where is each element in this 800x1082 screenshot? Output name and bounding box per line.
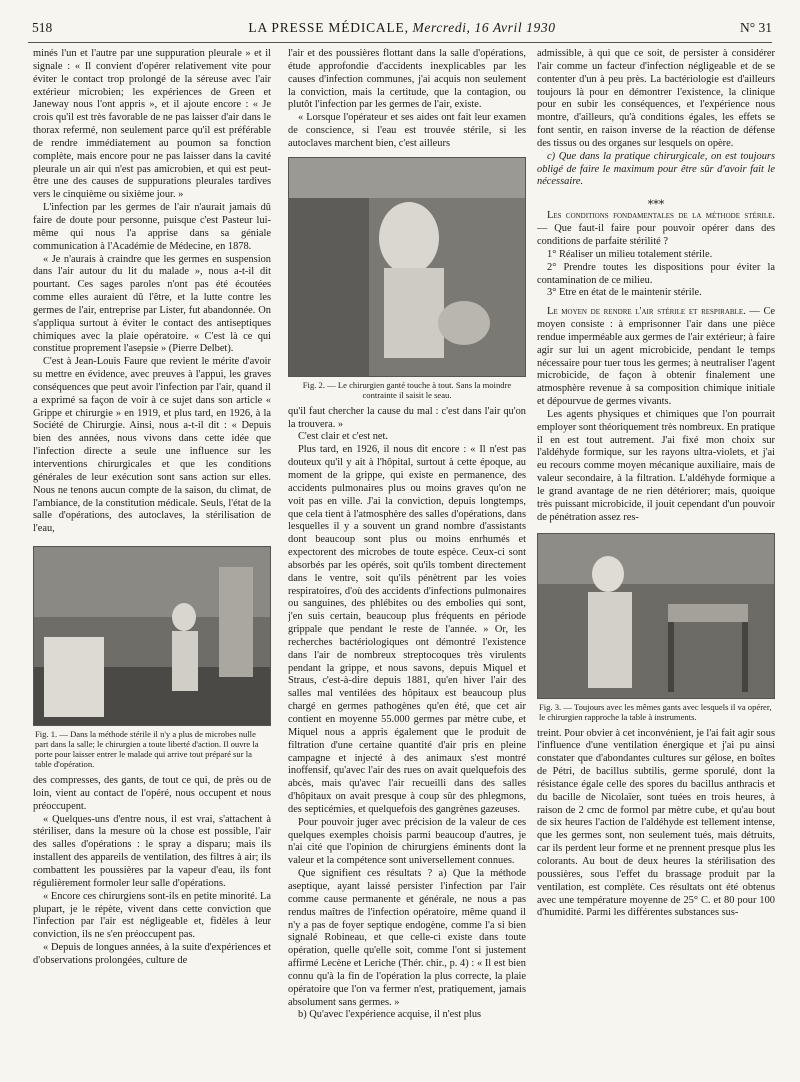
- section-heading: Les conditions fondamentales de la méthode stérile.: [547, 210, 775, 222]
- figure-1-caption: Fig. 1. — Dans la méthode stérile il n'y a plus de microbes nulle part dans la salle; le chirurgien a toute liberté d'action. Il ouvre la porte pour laisser entrer le malade qui arrive tout préparé sur la table d'opération.: [35, 729, 259, 770]
- paragraph: C'est à Jean-Louis Faure que revient le mérite d'avoir su mettre en évidence, avec preuves à l'appui, les graves conséquences que peut avoir l'infection par l'air, quand il a exprimé sa façon de voir à ce sujet dans son article « Grippe et chirurgie » en 1919, et plus tard, en 1926, à la Société de Chirurgie. Ainsi, nous a-t-il dit : « Depuis bien des années, nous vivons dans cette idée que l'infection directe a seule une influence sur les interventions chirurgicales et que les conditions générales de leur exécution sont sans action sur elles. Nous ne tenons aucun compte de la saison, du climat, de l'ambiance, de la constitution médicale. Seuls, l'état de la salle d'opérations, des autoclaves, la stérilisation de l'eau,: [33, 356, 271, 535]
- paragraph: C'est clair et c'est net.: [298, 431, 389, 443]
- figure-2-photo: [288, 157, 526, 377]
- section-divider-stars: ⁎⁎⁎: [647, 195, 665, 208]
- section-heading-paragraph: [537, 210, 775, 249]
- figure-3-photo: [537, 533, 775, 699]
- emphasis: c) Que dans la pratique chirurgicale, on est toujours obligé de faire le maximum pour être sûr d'avoir fait le nécessaire.: [537, 150, 775, 188]
- journal-name: LA PRESSE MÉDICALE: [248, 20, 405, 35]
- paragraph: Pour pouvoir juger avec précision de la valeur de ces quelques exemples choisis parmi beaucoup d'autres, je n'ai cité que l'opinion de chirurgiens éminents dont la valeur et la compétence sont universellement connues.: [288, 816, 526, 867]
- issue-date: Mercredi, 16 Avril 1930: [412, 20, 556, 35]
- column-1: [33, 48, 271, 1068]
- paragraph: « Encore ces chirurgiens sont-ils en petite minorité. La plupart, je le répète, vivent dans cette conviction que l'infection par l'air est négligeable et, fidèles à leur conviction, ils ne s'en préoccupent pas.: [33, 890, 271, 941]
- list-item: 3° Etre en état de le maintenir stérile.: [547, 287, 702, 299]
- paragraph: « Lorsque l'opérateur et ses aides ont fait leur examen de conscience, si l'eau est trouvée stérile, si les autoclaves marchent bien, c'est ailleurs: [288, 112, 526, 149]
- paragraph: admissible, à qui que ce soit, de persister à considérer l'air comme un facteur d'infection négligeable et de se contenter d'un à peu près. La bactériologie est d'ailleurs toujours là pour en démontrer l'existence, la clinique pour en subir les conséquences, et l'expérience nous montre, d'ailleurs, qu'à conditions égales, les effets se font sentir, en raison inverse de la réaction de défense des tissus ou des organes sur lesquels on opère.: [537, 48, 775, 149]
- paragraph: qu'il faut chercher la cause du mal : c'est dans l'air qu'on la trouvera. »: [288, 405, 526, 430]
- figure-1-photo: [33, 546, 271, 726]
- paragraph: Les agents physiques et chimiques que l'on pourrait employer sont théoriquement très nombreux. En pratique il en est tout autrement. J'ai fixé mon choix sur l'aldéhyde formique, sur les rayons ultra-violets, et j'ai eu recours comme moyen mécanique auxiliaire, mais de valeur secondaire, à la filtration. L'aldéhyde formique a le grand avantage de ne rien détériorer; mais, quoique très puissant microbicide, il jouit cependant d'un pouvoir de pénétration assez res-: [537, 408, 775, 523]
- section-text: — Ce moyen consiste : à emprisonner l'air dans une pièce rendue imperméable aux germes de l'air extérieur; à faire agir sur lui un agent microbicide, pendant le temps nécessaire pour tuer tous les germes; à neutraliser l'agent microbicide, de façon à obtenir finalement une atmosphère revenue à sa composition chimique initiale et dépourvue de germes vivants.: [537, 306, 775, 408]
- paragraph: Plus tard, en 1926, il nous dit encore : « Il n'est pas douteux qu'il y ait à l'hôpital, surtout à cette époque, au moment de la grippe, qui existe en permanence, des accidents pulmonaires plus ou moins graves qu'on ne voit pas en ville. J'ai la conviction, depuis longtemps, que cela tient à l'atmosphère des salles d'opérations, dans lesquelles il y a souvent un grand nombre d'assistants dont beaucoup sont plus ou moins enrhumés et expectorent des microbes de toute espèce. Ceux-ci sont absorbés par les opérés, soit qu'ils tombent directement dans le ventre, soit qu'ils pénètrent par les voies respiratoires, d'où des accidents d'infections pulmonaires ou sanguines, des phlébites ou des embolies qui sont, j'en suis certain, beaucoup plus fréquents en période grippale que pendant le reste de l'année. » Or, les recherches bactériologiques ont démontré l'existence dans l'air de nombreux streptocoques très virulents pendant la grippe, et nous savons, depuis Miquel et Straus, c'est-à-dire depuis 1881, qu'en hiver l'air des salles mal ventilées des hôpitaux est beaucoup plus chargé en germes pathogènes qu'en été, que cet air contient en moyenne 55.000 germes par mètre cube, et Miquel nous a appris également que le produit de filtration d'une certaine quantité d'air pris en pleine campagne et injecté à des animaux s'est montré inoffensif, qu'avec l'air des rues on avait quelquefois des abcès, mais qu'avec l'air recueilli dans des salles d'hôpitaux on avait presque à coup sûr des phlegmons, des septicémies, et quelquefois des gangrènes gazeuses.: [288, 444, 526, 815]
- paragraph: L'infection par les germes de l'air n'aurait jamais dû faire de doute pour personne, puisque c'est Pasteur lui-même qui nous l'a apprise dans sa géniale communication à l'Académie de Médecine, en 1878.: [33, 202, 271, 252]
- figure-2-caption: Fig. 2. — Le chirurgien ganté touche à tout. Sans la moindre contrainte il saisit le seau.: [302, 379, 512, 400]
- journal-title: LA PRESSE MÉDICALE, Mercredi, 16 Avril 1930: [248, 20, 556, 35]
- paragraph: Que signifient ces résultats ? a) Que la méthode aseptique, ayant laissé persister l'infection par l'air comme cause permanente et générale, ne nous a pas rendus maîtres de l'infection opératoire, même quand il n'y a pas de foyer septique endogène, comme l'a si bien signalé Robineau, et que celle-ci existe dans toute opération, quelle qu'elle soit, comme l'ont si justement affirmé Lecène et Leriche (Thér. chir., p. 4) : « Il est bien connu qu'à la fin de l'opération la plus correcte, la plaie opératoire que l'on va fermer n'est, pratiquement, jamais absolument sans germes. »: [288, 868, 526, 1008]
- list-item: 1° Réaliser un milieu totalement stérile.: [547, 248, 713, 260]
- paragraph: « Je n'aurais à craindre que les germes en suspension dans l'air autour du lit du malade », nous a-t-il dit pourtant. Ces sages paroles n'ont pas été écoutées comme elles auraient dû l'être, et la lutte contre les germes de l'air, entreprise par Lister, fut abandonnée. On s'appliqua surtout à éviter le contact des antiseptiques chimiques avec la plaie opératoire. « C'est là ce qui constitue proprement l'asepsie » (Pierre Delbet).: [33, 253, 271, 355]
- section-heading-paragraph: [537, 306, 775, 409]
- paragraph: l'air et des poussières flottant dans la salle d'opérations, étude approfondie d'accidents inexplicables par les causes d'infection communes, j'ai acquis non seulement la conviction, mais la certitude, que la contagion, ou plutôt l'infection par les germes de l'air, existe.: [288, 48, 526, 111]
- paragraph: b) Qu'avec l'expérience acquise, il n'est plus: [298, 1009, 482, 1021]
- column-2: [288, 48, 526, 1068]
- paragraph: « Quelques-uns d'entre nous, il est vrai, s'attachent à stériliser, dans la mesure où la chose est possible, l'air des salles d'opérations : le spray a disparu; mais ils installent des appareils de ventilation, des filtres à air; ils combattent les poussières par la vapeur d'eau, ils font régulièrement formoler leur salle d'opérations.: [33, 813, 271, 889]
- list-item: 2° Prendre toutes les dispositions pour éviter la contamination de ce milieu.: [537, 261, 775, 286]
- issue-number: N° 31: [739, 20, 772, 35]
- page-number: 518: [32, 20, 53, 35]
- paragraph: minés l'un et l'autre par une suppuration pleurale » et il signale : « Il convient d'opérer relativement vite pour éviter le contact trop prolongé de la séreuse avec l'air extérieur microbien; les expériences de Green et Janeway nous l'ont appris », et il ajoute encore : « Je crois qu'il est très favorable de ne pas laisser d'air dans le thorax refermé, non seulement parce qu'il est préférable de rendre immédiatement au poumon sa fonction complète, mais encore pour ne pas laisser dans la cavité pleurale un air qui n'est pas amicrobien, et qui est peut-être une des causes de suppurations pleurales tardives vers le cinquième ou sixième jour. »: [33, 48, 271, 201]
- header-rule: [28, 42, 772, 43]
- section-heading: Le moyen de rendre l'air stérile et respirable.: [547, 306, 746, 318]
- paragraph: [537, 151, 775, 190]
- paragraph: treint. Pour obvier à cet inconvénient, je l'ai fait agir sous l'influence d'une ventilation énergique et j'ai pu ainsi constater que d'abondantes cultures sur gélose, en boîtes de Pétri, de bacillus subtilis, germe sporulé, dont la résistance égale celle des spores du bacillus anthracis et du bacille de Nicolaïer, sont tuées en trois heures, à raison de 2 cmc de formol par mètre cube, et qu'au bout de six heures l'action de l'aldéhyde est tellement intense, que les germes sont, non seulement tués, mais détruits, car ils perdent leur forme et ne prennent presque plus les colorants. Au bout de deux heures la stérilisation des poussières, sous l'effet du brassage produit par la ventilation, est complète. Ces résultats ont été obtenus avec une température moyenne de 25° C. et 80 pour 100 d'humidité. Parmi les différentes substances sus-: [537, 727, 775, 919]
- figure-3-caption: Fig. 3. — Toujours avec les mêmes gants avec lesquels il va opérer, le chirurgien rapproche la table à instruments.: [539, 701, 772, 722]
- paragraph: « Depuis de longues années, à la suite d'expériences et d'observations prolongées, culture de: [33, 942, 271, 966]
- paragraph: des compresses, des gants, de tout ce qui, de près ou de loin, vient au contact de l'opéré, nous occupent et nous préoccupent.: [33, 775, 271, 812]
- page-header: [32, 20, 772, 42]
- section-text: — Que faut-il faire pour pouvoir opérer dans des conditions de parfaite stérilité ?: [537, 223, 775, 247]
- column-3: [537, 48, 775, 1068]
